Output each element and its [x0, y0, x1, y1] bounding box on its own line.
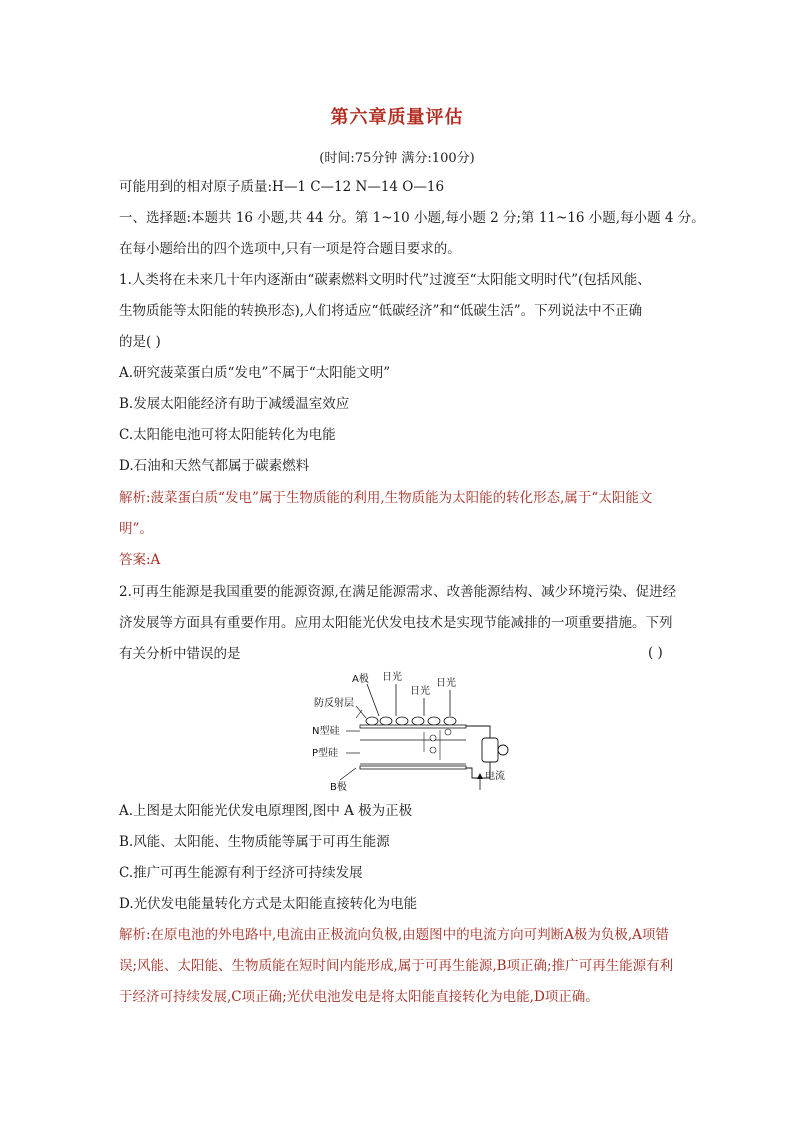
b-pole-pointer [340, 768, 356, 780]
exam-duration-score: (时间:75分钟 满分:100分) [319, 151, 475, 166]
q2-option-c: C.推广可再生能源有利于经济可持续发展 [119, 865, 363, 881]
q1-answer: 答案:A [119, 552, 161, 568]
anti-reflection-layer-label: 防反射层 [314, 698, 354, 709]
q2-stem-line3: 有关分析中错误的是 [119, 646, 241, 662]
sunlight-ray [367, 684, 379, 716]
current-arrow-head [477, 773, 483, 779]
sunlight-label-3: 日光 [436, 678, 456, 689]
p-type-silicon-label: P型硅 [312, 748, 339, 759]
q2-analysis-line1: 解析:在原电池的外电路中,电流由正极流向负极,由题图中的电流方向可判断A极为负极,A项错 [119, 927, 669, 943]
q2-option-b: B.风能、太阳能、生物质能等属于可再生能源 [119, 834, 390, 850]
hole-symbol [445, 729, 451, 735]
q2-answer-paren: ( ) [648, 645, 663, 661]
b-pole-label: B极 [330, 782, 347, 793]
bottom-electrode [360, 766, 466, 769]
q2-stem-line1: 2.可再生能源是我国重要的能源资源,在满足能源需求、改善能源结构、减少环境污染、促进经 [119, 584, 677, 600]
a-pole-pointer [356, 710, 362, 718]
atomic-mass-note: 可能用到的相对原子质量:H—1 C—12 N—14 O—16 [119, 179, 445, 195]
q2-option-a: A.上图是太阳能光伏发电原理图,图中 A 极为正极 [119, 803, 413, 819]
section-instruction-line1: 一、选择题:本题共 16 小题,共 44 分。第 1~10 小题,每小题 2 分;第 11~16 小题,每小题 4 分。 [119, 210, 705, 226]
solar-cell-diagram [300, 668, 520, 796]
bulb-icon [498, 745, 508, 755]
q1-stem-line1: 1.人类将在未来几十年内逐渐由“碳素燃料文明时代”过渡至“太阳能文明时代”(包括风能、 [119, 272, 651, 288]
sunlight-label-2: 日光 [410, 686, 430, 697]
q1-stem-line2: 生物质能等太阳能的转换形态),人们将适应“低碳经济”和“低碳生活”。下列说法中不正确 [119, 303, 643, 319]
hole-symbol [430, 735, 436, 741]
n-type-silicon-label: N型硅 [312, 726, 340, 737]
q1-analysis-line2: 明”。 [119, 521, 153, 537]
sunlight-label-1: 日光 [382, 672, 402, 683]
q2-option-d: D.光伏发电能量转化方式是太阳能直接转化为电能 [119, 896, 418, 912]
q1-option-c: C.太阳能电池可将太阳能转化为电能 [119, 427, 336, 443]
q1-option-d: D.石油和天然气都属于碳素燃料 [119, 458, 310, 474]
q1-option-b: B.发展太阳能经济有助于减缓温室效应 [119, 396, 350, 412]
a-pole-label: A极 [352, 674, 369, 685]
current-label: 电流 [485, 771, 505, 782]
q1-option-a: A.研究菠菜蛋白质“发电”不属于“太阳能文明” [119, 365, 391, 381]
q2-analysis-line3: 于经济可持续发展,C项正确;光伏电池发电是将太阳能直接转化为电能,D项正确。 [119, 989, 599, 1005]
top-electrode [360, 725, 466, 728]
q1-analysis-line1: 解析:菠菜蛋白质“发电”属于生物质能的利用,生物质能为太阳能的转化形态,属于“太阳能文 [119, 490, 653, 506]
chapter-title: 第六章质量评估 [330, 107, 464, 128]
electron-symbol [430, 747, 436, 753]
q2-stem-line2: 济发展等方面具有重要作用。应用太阳能光伏发电技术是实现节能减排的一项重要措施。下列 [119, 615, 673, 631]
anti-reflection-coating [366, 717, 456, 725]
section-instruction-line2: 在每小题给出的四个选项中,只有一项是符合题目要求的。 [119, 241, 461, 257]
load-device [482, 738, 498, 762]
q1-stem-line3: 的是( ) [119, 334, 161, 350]
q2-analysis-line2: 误;风能、太阳能、生物质能在短时间内能形成,属于可再生能源,B项正确;推广可再生能源有利 [119, 958, 674, 974]
